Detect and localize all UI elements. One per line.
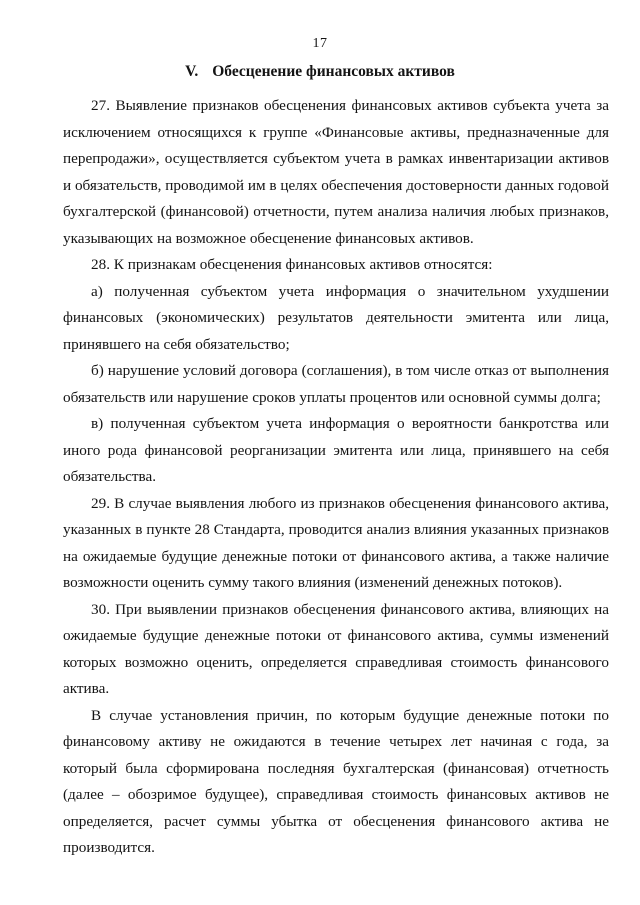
page-number: 17 — [312, 36, 328, 51]
section-title: Обесценение финансовых активов — [212, 63, 455, 80]
paragraph-28-item-v: в) полученная субъектом учета информация о вероятности банкротства или иного рода финансовой реорганизации эмитента или лица, принявшего на себя обязательства. — [63, 415, 609, 485]
section-number: V. — [185, 63, 199, 80]
paragraph-30-continuation: В случае установления причин, по которым будущие денежные потоки по финансовому активу не ожидаются в течение четырех лет начиная с года, за который была сформирована последняя бухгалтерская (финансовая) отчетность (далее – обозримое будущее), справедливая стоимость финансовых активов не определяется, расчет суммы убытка от обесценения финансового актива не производится. — [63, 706, 609, 856]
section-heading — [0, 63, 640, 81]
document-body — [63, 93, 609, 862]
paragraph-28: 28. К признакам обесценения финансовых активов относятся: — [91, 256, 493, 273]
paragraph-27: 27. Выявление признаков обесценения финансовых активов субъекта учета за исключением относящихся к группе «Финансовые активы, предназначенные для перепродажи», осуществляется субъектом учета в рамках инвентаризации активов и обязательств, проводимой им в целях обеспечения достоверности данных годовой бухгалтерской (финансовой) отчетности, путем анализа наличия любых признаков, указывающих на возможное обесценение финансовых активов. — [63, 97, 609, 247]
paragraph-28-item-a: а) полученная субъектом учета информация о значительном ухудшении финансовых (экономических) результатов деятельности эмитента или лица, принявшего на себя обязательство; — [63, 282, 609, 353]
paragraph-28-item-b: б) нарушение условий договора (соглашения), в том числе отказ от выполнения обязательств или нарушение сроков уплаты процентов или основной суммы долга; — [63, 362, 609, 406]
paragraph-29: 29. В случае выявления любого из признаков обесценения финансового актива, указанных в пункте 28 Стандарта, проводится анализ влияния указанных признаков на ожидаемые будущие денежные потоки от финансового актива, а также наличие возможности оценить сумму такого влияния (изменений денежных потоков). — [63, 494, 609, 591]
paragraph-30: 30. При выявлении признаков обесценения финансового актива, влияющих на ожидаемые будущие денежные потоки от финансового актива, суммы изменений которых возможно оценить, определяется справедливая стоимость финансового актива. — [63, 600, 609, 697]
